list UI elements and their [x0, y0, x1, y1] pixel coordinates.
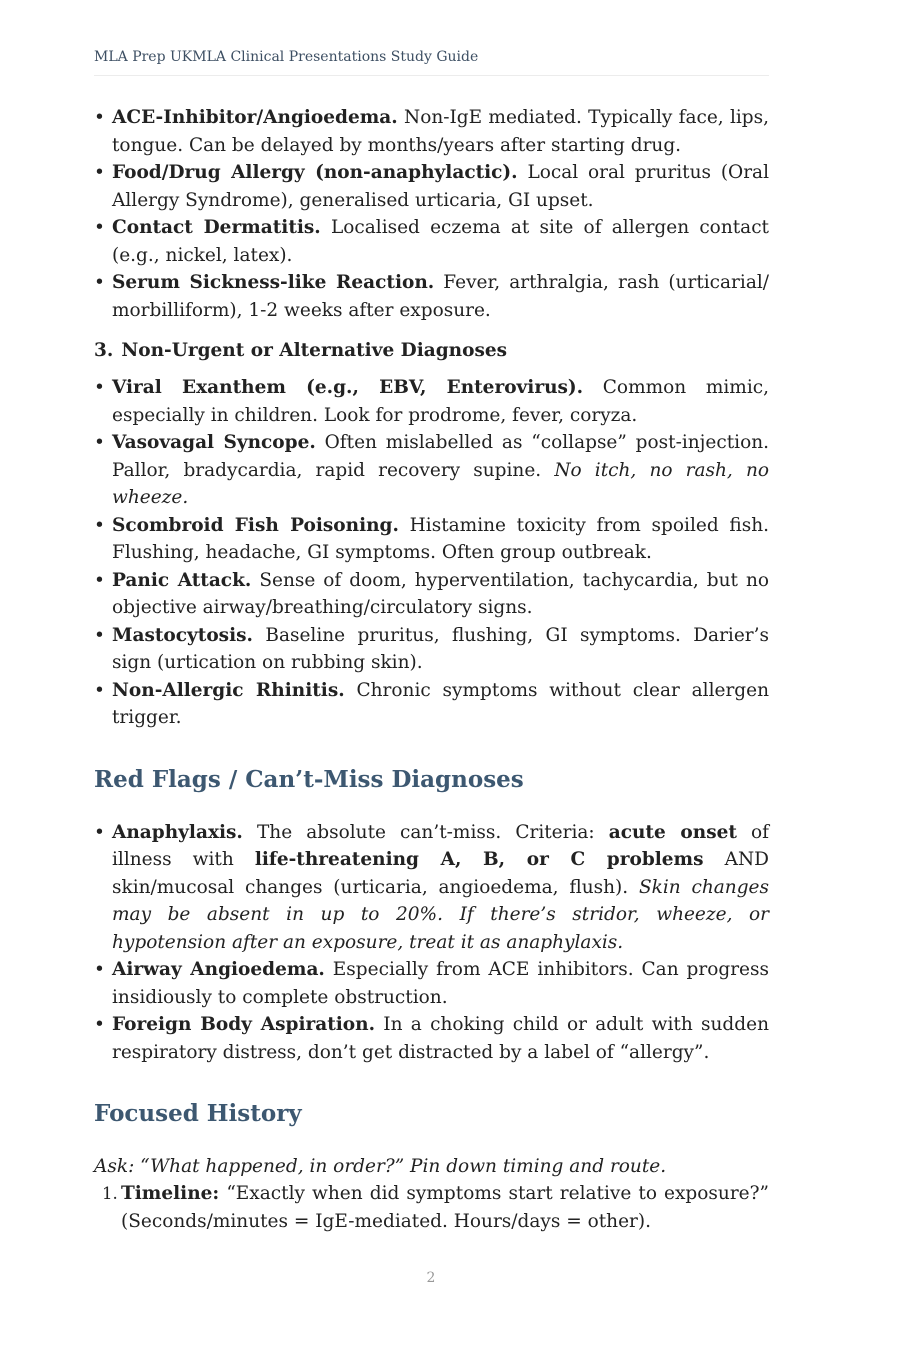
page-content [94, 104, 769, 1235]
item-text: Baseline pruritus, flushing, GI symptoms. Darier’s sign (urtication on rubbing skin). [112, 624, 769, 673]
item-term: Vasovagal Syncope. [112, 432, 316, 453]
list-item [94, 819, 769, 957]
item-term: Food/Drug Allergy (non-anaphylactic). [112, 162, 518, 183]
item-term: ACE-Inhibitor/Angioedema. [112, 107, 398, 128]
list-item [94, 429, 769, 512]
section-number: 3. [94, 340, 114, 361]
item-term: Airway Angioedema. [112, 959, 325, 980]
page-number: 2 [426, 1270, 436, 1286]
item-text: In a choking child or adult with sudden respiratory distress, don’t get distracted by a label of “allergy”. [112, 1014, 769, 1063]
list-item [94, 512, 769, 567]
item-emphasis: life-threatening A, B, or C problems [254, 849, 704, 870]
alternative-diagnoses-list [94, 374, 769, 732]
item-emphasis: acute onset [608, 821, 737, 843]
item-text: Histamine toxicity from spoiled fish. Flushing, headache, GI symptoms. Often group outbreak. [112, 514, 769, 563]
red-flags-list [94, 819, 769, 1067]
differential-list [94, 104, 769, 324]
section-subheading [94, 337, 769, 364]
item-text: “Exactly when did symptoms start relative to exposure?” (Seconds/minutes = IgE-mediated. Hours/days = other). [121, 1183, 769, 1232]
item-text: Fever, arthralgia, rash (urticarial/ morbilliform), 1-2 weeks after exposure. [112, 272, 769, 321]
history-list [94, 1180, 769, 1235]
item-text: The absolute can’t-miss. Criteria: [242, 821, 609, 843]
item-text: Non-IgE mediated. Typically face, lips, tongue. Can be delayed by months/years after starting drug. [112, 107, 769, 156]
item-text: Localised eczema at site of allergen contact (e.g., nickel, latex). [112, 217, 769, 266]
item-term: Serum Sickness-like Reaction. [112, 272, 435, 293]
item-text: Common mimic, especially in children. Look for prodrome, fever, coryza. [112, 377, 770, 426]
item-text: Local oral pruritus (Oral Allergy Syndrome), generalised urticaria, GI upset. [112, 162, 769, 211]
item-text: Chronic symptoms without clear allergen trigger. [112, 679, 769, 728]
item-term: Scombroid Fish Poisoning. [112, 514, 399, 536]
section-title: Non-Urgent or Alternative Diagnoses [121, 340, 508, 361]
running-header: MLA Prep UKMLA Clinical Presentations Study Guide [94, 49, 769, 76]
list-item [94, 677, 769, 732]
list-item [94, 956, 769, 1011]
list-item [94, 104, 769, 159]
history-intro: Ask: “What happened, in order?” Pin down timing and route. [94, 1156, 667, 1177]
item-number: 1. [102, 1184, 118, 1203]
item-term: Non-Allergic Rhinitis. [112, 679, 345, 701]
list-item [94, 159, 769, 214]
item-term: Viral Exanthem (e.g., EBV, Enterovirus). [112, 377, 584, 398]
item-text: Especially from ACE inhibitors. Can progress insidiously to complete obstruction. [112, 959, 769, 1008]
item-term: Foreign Body Aspiration. [112, 1014, 376, 1035]
item-term: Panic Attack. [112, 569, 252, 591]
list-item [94, 567, 769, 622]
list-item [94, 1011, 769, 1066]
list-item [94, 622, 769, 677]
focused-history-heading: Focused History [94, 1100, 302, 1127]
item-term: Mastocytosis. [112, 624, 253, 646]
list-item [94, 1180, 769, 1235]
list-item [94, 374, 769, 429]
item-italic: No itch, no rash, no wheeze. [112, 459, 770, 508]
item-text: AND skin/mucosal changes (urticaria, angioedema, flush). [112, 849, 769, 898]
item-term: Timeline: [121, 1183, 220, 1204]
red-flags-heading: Red Flags / Can’t-Miss Diagnoses [94, 765, 524, 793]
item-text: Often mislabelled as “collapse” post-injection. Pallor, bradycardia, rapid recovery supine. [112, 432, 769, 481]
item-text: Sense of doom, hyperventilation, tachycardia, but no objective airway/breathing/circulatory signs. [112, 569, 769, 618]
item-italic: Skin changes may be absent in up to 20%. If there’s stridor, wheeze, or hypotension after an exposure, treat it as anaphylaxis. [112, 876, 769, 953]
item-term: Anaphylaxis. [112, 821, 243, 843]
item-term: Contact Dermatitis. [112, 217, 321, 238]
list-item [94, 214, 769, 269]
list-item [94, 269, 769, 324]
item-text: of illness with [112, 821, 769, 870]
